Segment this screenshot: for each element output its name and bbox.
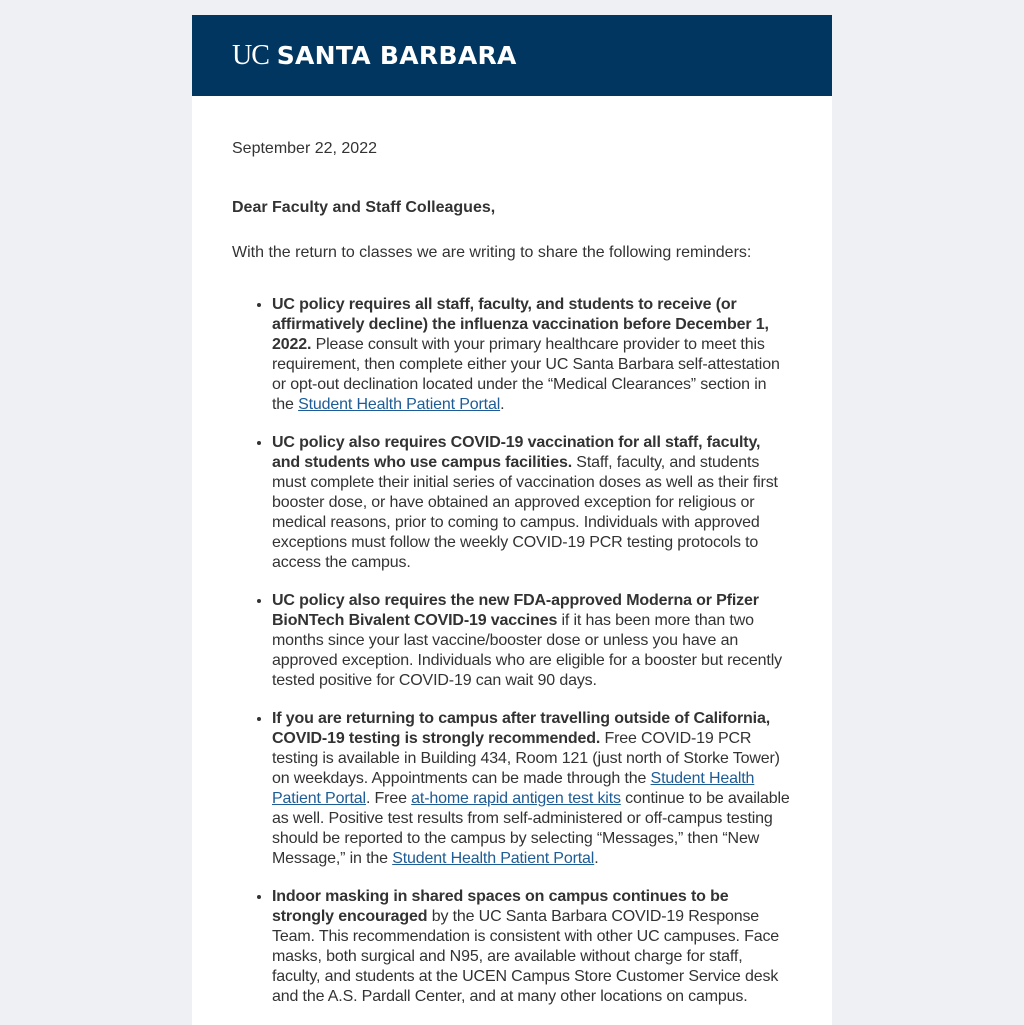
reminder-text: . Free xyxy=(365,790,412,807)
email-date: September 22, 2022 xyxy=(232,140,377,157)
reminder-headline: If you are returning to campus after travelling outside of California, COVID-19 testing is strongly recommended. xyxy=(272,710,771,747)
ucsb-logo xyxy=(232,40,517,71)
reminder-item xyxy=(272,433,792,573)
patient-portal-link[interactable]: Student Health Patient Portal xyxy=(392,850,595,867)
logo-uc: UC xyxy=(232,40,269,71)
reminder-text: Staff, faculty, and students must complete their initial series of vaccination doses as well as their first booster dose, or have obtained an approved exception for religious or medical reasons, prior to coming to campus. Individuals with approved exceptions must follow the weekly COVID-19 PCR testing protocols to access the campus. xyxy=(272,454,778,571)
reminder-headline: UC policy also requires the new FDA-approved Moderna or Pfizer BioNTech Bivalent COVID-19 vaccines xyxy=(272,592,759,629)
patient-portal-link[interactable]: Student Health Patient Portal xyxy=(272,770,755,807)
email-container xyxy=(192,15,832,1025)
reminder-item xyxy=(272,295,792,415)
reminder-text: Free COVID-19 PCR testing is available in Building 434, Room 121 (just north of Storke Tower) on weekdays. Appointments can be made through the xyxy=(272,730,780,787)
reminder-item xyxy=(272,591,792,691)
reminder-text: if it has been more than two months since your last vaccine/booster dose or unless you have an approved exception. Individuals who are eligible for a booster but recently tested positive for COVID-19 can wait 90 days. xyxy=(272,612,782,689)
reminder-text: by the UC Santa Barbara COVID-19 Response Team. This recommendation is consistent with other UC campuses. Face masks, both surgical and N95, are available without charge for staff, faculty, and students at the UCEN Campus Store Customer Service desk and the A.S. Pardall Center, and at many other locations on campus. xyxy=(272,908,780,1005)
email-body xyxy=(192,96,832,1007)
reminder-text: . xyxy=(500,396,505,413)
reminder-list xyxy=(232,295,792,1007)
logo-name: SANTA BARBARA xyxy=(276,41,517,70)
email-header xyxy=(192,15,832,96)
reminder-headline: UC policy requires all staff, faculty, and students to receive (or affirmatively decline) the influenza vaccination before December 1, 2022. xyxy=(272,296,769,353)
reminder-item xyxy=(272,709,792,869)
reminder-text: continue to be available as well. Positive test results from self-administered or off-campus testing should be reported to the campus by selecting “Messages,” then “New Message,” in the xyxy=(272,790,790,867)
test-kits-link[interactable]: at-home rapid antigen test kits xyxy=(411,790,621,807)
reminder-text: . xyxy=(594,850,599,867)
greeting: Dear Faculty and Staff Colleagues, xyxy=(232,199,496,216)
reminder-text: Please consult with your primary healthcare provider to meet this requirement, then complete either your UC Santa Barbara self-attestation or opt-out declination located under the “Medical Clearances” section in the xyxy=(272,336,780,413)
reminder-headline: UC policy also requires COVID-19 vaccination for all staff, faculty, and students who use campus facilities. xyxy=(272,434,761,471)
patient-portal-link[interactable]: Student Health Patient Portal xyxy=(298,396,501,413)
reminder-headline: Indoor masking in shared spaces on campus continues to be strongly encouraged xyxy=(272,888,729,925)
intro-text: With the return to classes we are writing to share the following reminders: xyxy=(232,244,752,261)
reminder-item xyxy=(272,887,792,1007)
